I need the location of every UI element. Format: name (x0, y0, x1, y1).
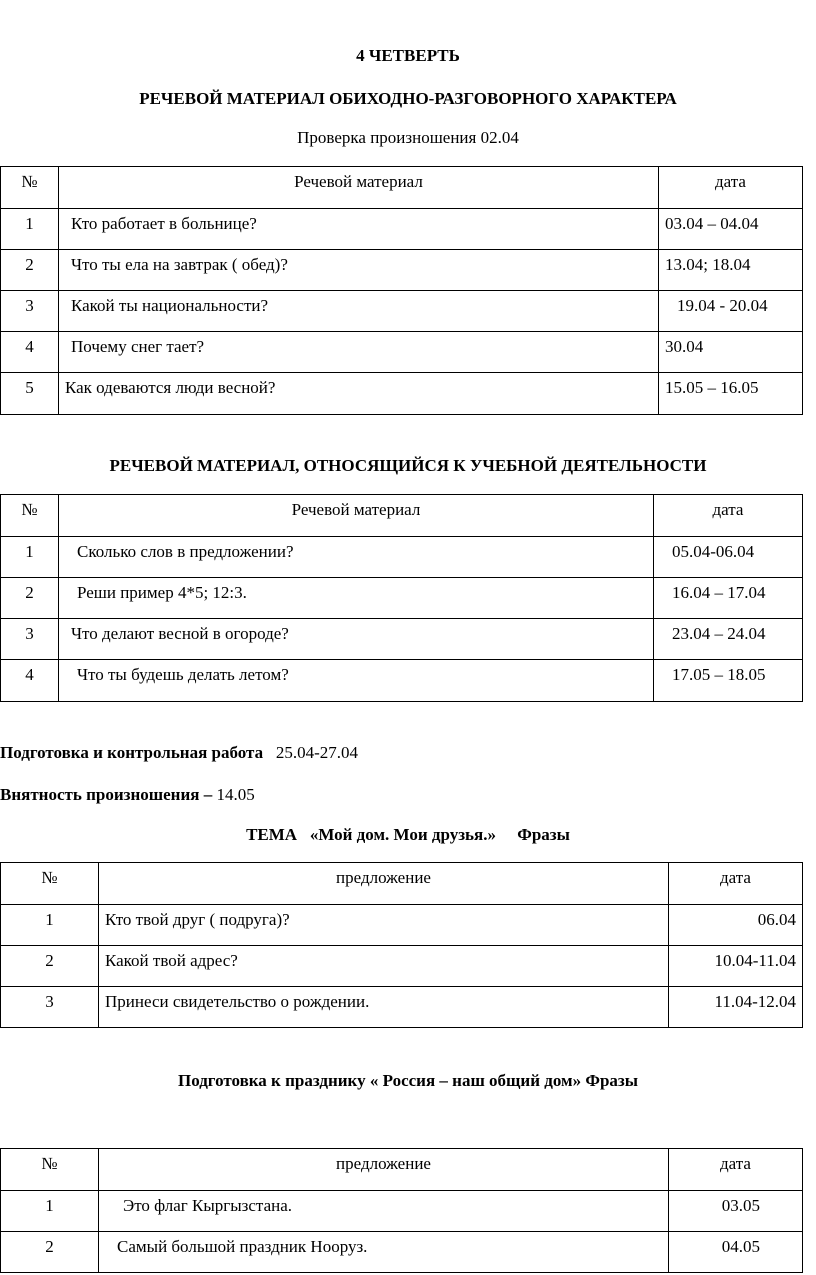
row-text: Что ты будешь делать летом? (59, 660, 654, 702)
row-text: Кто твой друг ( подруга)? (99, 905, 669, 946)
table-row (1, 660, 803, 702)
col-number-header: № (1, 1149, 99, 1191)
phrases-table-1 (0, 862, 803, 1028)
col-sentence-header: предложение (99, 1149, 669, 1191)
table-row (1, 905, 803, 946)
col-date-header: дата (654, 495, 803, 537)
row-date: 06.04 (669, 905, 803, 946)
row-date: 16.04 – 17.04 (654, 578, 803, 619)
row-text: Что делают весной в огороде? (59, 619, 654, 660)
table-row (1, 1232, 803, 1273)
row-date: 03.04 – 04.04 (659, 209, 803, 250)
row-date: 23.04 – 24.04 (654, 619, 803, 660)
prep-label: Подготовка и контрольная работа (0, 743, 264, 762)
row-number: 2 (1, 578, 59, 619)
row-number: 1 (1, 1191, 99, 1232)
section2-title: РЕЧЕВОЙ МАТЕРИАЛ, ОТНОСЯЩИЙСЯ К УЧЕБНОЙ ДЕЯТЕЛЬНОСТИ (109, 456, 707, 475)
table-row (1, 946, 803, 987)
row-date: 17.05 – 18.05 (654, 660, 803, 702)
table-header-row (1, 1149, 803, 1191)
row-text: Как одеваются люди весной? (59, 373, 659, 415)
quarter-title: 4 ЧЕТВЕРТЬ (356, 46, 460, 65)
row-number: 2 (1, 946, 99, 987)
table-row (1, 291, 803, 332)
row-text: Какой твой адрес? (99, 946, 669, 987)
holiday-title: Подготовка к празднику « Россия – наш общий дом» Фразы (177, 1071, 639, 1090)
col-date-header: дата (659, 167, 803, 209)
row-date: 15.05 – 16.05 (659, 373, 803, 415)
table-row (1, 578, 803, 619)
clarity-line (0, 785, 255, 805)
table-row (1, 332, 803, 373)
col-material-header: Речевой материал (59, 495, 654, 537)
table-header-row (1, 495, 803, 537)
table-row (1, 619, 803, 660)
row-date: 03.05 (669, 1191, 803, 1232)
row-number: 4 (1, 332, 59, 373)
table-header-row (1, 863, 803, 905)
row-text: Это флаг Кыргызстана. (99, 1191, 669, 1232)
row-number: 2 (1, 1232, 99, 1273)
table-row (1, 209, 803, 250)
row-text: Кто работает в больнице? (59, 209, 659, 250)
row-number: 5 (1, 373, 59, 415)
col-date-header: дата (669, 1149, 803, 1191)
table-row (1, 250, 803, 291)
theme-title: ТЕМА «Мой дом. Мои друзья.» Фразы (246, 825, 570, 844)
row-text: Что ты ела на завтрак ( обед)? (59, 250, 659, 291)
speech-material-table-1 (0, 166, 803, 415)
table-row (1, 987, 803, 1028)
row-date: 19.04 - 20.04 (659, 291, 803, 332)
row-number: 2 (1, 250, 59, 291)
table-row (1, 537, 803, 578)
col-number-header: № (1, 495, 59, 537)
row-date: 05.04-06.04 (654, 537, 803, 578)
phrases-table-2 (0, 1148, 803, 1273)
row-date: 04.05 (669, 1232, 803, 1273)
col-date-header: дата (669, 863, 803, 905)
row-date: 30.04 (659, 332, 803, 373)
row-number: 4 (1, 660, 59, 702)
row-text: Самый большой праздник Нооруз. (99, 1232, 669, 1273)
row-text: Принеси свидетельство о рождении. (99, 987, 669, 1028)
row-number: 3 (1, 619, 59, 660)
section1-subtitle: Проверка произношения 02.04 (297, 128, 519, 147)
table-row (1, 373, 803, 415)
col-number-header: № (1, 167, 59, 209)
speech-material-table-2 (0, 494, 803, 702)
prep-line (0, 743, 358, 763)
clarity-label: Внятность произношения – (0, 785, 213, 804)
row-date: 10.04-11.04 (669, 946, 803, 987)
row-number: 1 (1, 905, 99, 946)
col-number-header: № (1, 863, 99, 905)
table-row (1, 1191, 803, 1232)
row-date: 13.04; 18.04 (659, 250, 803, 291)
row-text: Какой ты национальности? (59, 291, 659, 332)
row-number: 3 (1, 291, 59, 332)
row-text: Реши пример 4*5; 12:3. (59, 578, 654, 619)
row-number: 1 (1, 209, 59, 250)
row-number: 3 (1, 987, 99, 1028)
row-text: Почему снег тает? (59, 332, 659, 373)
table-header-row (1, 167, 803, 209)
col-sentence-header: предложение (99, 863, 669, 905)
col-material-header: Речевой материал (59, 167, 659, 209)
row-date: 11.04-12.04 (669, 987, 803, 1028)
section1-title: РЕЧЕВОЙ МАТЕРИАЛ ОБИХОДНО-РАЗГОВОРНОГО ХАРАКТЕРА (139, 89, 677, 108)
clarity-date: 14.05 (216, 785, 255, 804)
row-number: 1 (1, 537, 59, 578)
row-text: Сколько слов в предложении? (59, 537, 654, 578)
prep-date: 25.04-27.04 (275, 743, 359, 762)
